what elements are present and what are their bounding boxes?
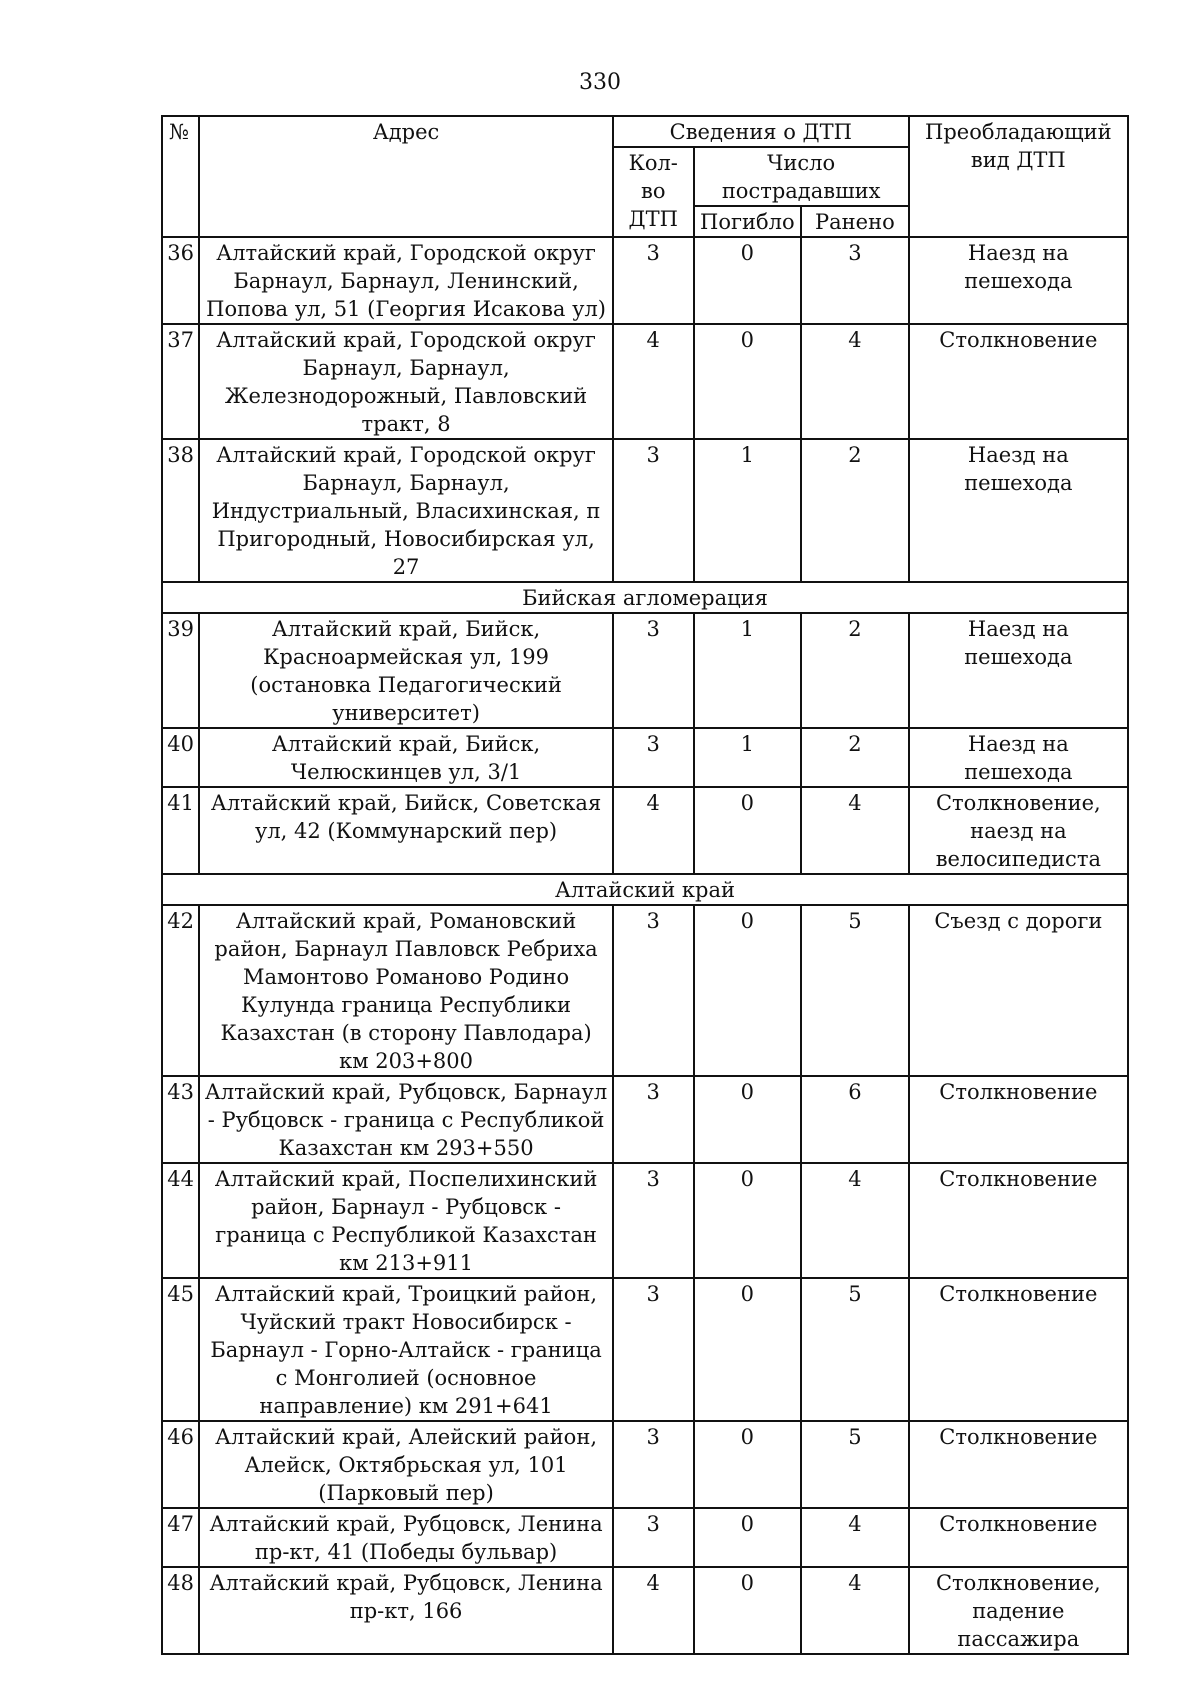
table-row (162, 1163, 1128, 1278)
row-accident-count: 4 (613, 787, 694, 874)
row-accident-count: 3 (613, 1278, 694, 1421)
row-injured: 5 (801, 1278, 909, 1421)
row-accident-count: 3 (613, 1076, 694, 1163)
accident-table (161, 115, 1129, 1655)
row-address: Алтайский край, Рубцовск, Ленина пр-кт, 41 (Победы бульвар) (199, 1508, 613, 1567)
row-killed: 0 (694, 905, 802, 1076)
row-accident-type: Наезд на пешехода (909, 237, 1128, 324)
header-accident-info: Сведения о ДТП (613, 116, 909, 147)
row-number: 41 (162, 787, 199, 874)
table-row (162, 905, 1128, 1076)
row-killed: 0 (694, 1163, 802, 1278)
row-accident-count: 3 (613, 1421, 694, 1508)
header-victims: Число пострадавших (694, 147, 909, 206)
row-accident-count: 3 (613, 237, 694, 324)
row-number: 37 (162, 324, 199, 439)
row-address: Алтайский край, Бийск, Челюскинцев ул, 3/1 (199, 728, 613, 787)
row-number: 40 (162, 728, 199, 787)
row-injured: 4 (801, 324, 909, 439)
table-row (162, 1421, 1128, 1508)
table-row (162, 787, 1128, 874)
row-address: Алтайский край, Алейский район, Алейск, Октябрьская ул, 101 (Парковый пер) (199, 1421, 613, 1508)
row-address: Алтайский край, Городской округ Барнаул, Барнаул, Ленинский, Попова ул, 51 (Георгия Исакова ул) (199, 237, 613, 324)
row-address: Алтайский край, Бийск, Советская ул, 42 (Коммунарский пер) (199, 787, 613, 874)
row-accident-count: 4 (613, 1567, 694, 1654)
row-address: Алтайский край, Поспелихинский район, Барнаул - Рубцовск - граница с Республикой Казахстан км 213+911 (199, 1163, 613, 1278)
row-address: Алтайский край, Городской округ Барнаул, Барнаул, Железнодорожный, Павловский тракт, 8 (199, 324, 613, 439)
row-injured: 5 (801, 1421, 909, 1508)
row-accident-type: Наезд на пешехода (909, 728, 1128, 787)
row-killed: 0 (694, 1567, 802, 1654)
row-accident-type: Столкновение (909, 1076, 1128, 1163)
table-row (162, 1567, 1128, 1654)
row-address: Алтайский край, Городской округ Барнаул, Барнаул, Индустриальный, Власихинская, п Пригородный, Новосибирская ул, 27 (199, 439, 613, 582)
row-number: 47 (162, 1508, 199, 1567)
header-number: № (162, 116, 199, 237)
table-header (162, 116, 1128, 237)
row-injured: 3 (801, 237, 909, 324)
page-number: 330 (579, 70, 621, 95)
row-number: 46 (162, 1421, 199, 1508)
row-injured: 2 (801, 613, 909, 728)
row-number: 43 (162, 1076, 199, 1163)
row-accident-type: Столкновение (909, 324, 1128, 439)
row-injured: 4 (801, 787, 909, 874)
row-killed: 0 (694, 1421, 802, 1508)
row-accident-type: Наезд на пешехода (909, 613, 1128, 728)
table-row (162, 1278, 1128, 1421)
row-injured: 4 (801, 1508, 909, 1567)
row-killed: 0 (694, 324, 802, 439)
row-accident-type: Столкновение (909, 1163, 1128, 1278)
row-accident-count: 3 (613, 905, 694, 1076)
row-address: Алтайский край, Романовский район, Барнаул Павловск Ребриха Мамонтово Романово Родино Кулунда граница Республики Казахстан (в сторону Павлодара) км 203+800 (199, 905, 613, 1076)
row-injured: 4 (801, 1567, 909, 1654)
table-row (162, 237, 1128, 324)
table-row (162, 324, 1128, 439)
row-killed: 1 (694, 439, 802, 582)
header-count: Кол-во ДТП (613, 147, 694, 237)
table-body (162, 237, 1128, 1654)
row-number: 39 (162, 613, 199, 728)
row-accident-count: 3 (613, 1163, 694, 1278)
row-accident-type: Столкновение, падение пассажира (909, 1567, 1128, 1654)
row-number: 38 (162, 439, 199, 582)
section-row (162, 874, 1128, 905)
row-accident-count: 3 (613, 613, 694, 728)
row-number: 45 (162, 1278, 199, 1421)
row-killed: 1 (694, 728, 802, 787)
header-address: Адрес (199, 116, 613, 237)
row-number: 48 (162, 1567, 199, 1654)
row-accident-type: Съезд с дороги (909, 905, 1128, 1076)
row-number: 42 (162, 905, 199, 1076)
table-row (162, 728, 1128, 787)
row-killed: 0 (694, 787, 802, 874)
header-killed: Погибло (694, 206, 802, 237)
row-address: Алтайский край, Рубцовск, Барнаул - Рубцовск - граница с Республикой Казахстан км 293+550 (199, 1076, 613, 1163)
row-injured: 4 (801, 1163, 909, 1278)
row-number: 36 (162, 237, 199, 324)
table-row (162, 439, 1128, 582)
row-address: Алтайский край, Троицкий район, Чуйский тракт Новосибирск - Барнаул - Горно-Алтайск - граница с Монголией (основное направление) км 291+641 (199, 1278, 613, 1421)
section-title: Алтайский край (162, 874, 1128, 905)
section-row (162, 582, 1128, 613)
row-accident-count: 4 (613, 324, 694, 439)
table-row (162, 1508, 1128, 1567)
row-accident-type: Наезд на пешехода (909, 439, 1128, 582)
row-injured: 6 (801, 1076, 909, 1163)
row-accident-type: Столкновение (909, 1508, 1128, 1567)
row-address: Алтайский край, Бийск, Красноармейская ул, 199 (остановка Педагогический университет) (199, 613, 613, 728)
row-killed: 0 (694, 1508, 802, 1567)
header-injured: Ранено (801, 206, 909, 237)
row-injured: 2 (801, 439, 909, 582)
header-accident-type: Преобладающий вид ДТП (909, 116, 1128, 237)
row-injured: 5 (801, 905, 909, 1076)
row-accident-type: Столкновение, наезд на велосипедиста (909, 787, 1128, 874)
row-killed: 0 (694, 237, 802, 324)
row-injured: 2 (801, 728, 909, 787)
row-accident-count: 3 (613, 1508, 694, 1567)
row-killed: 0 (694, 1076, 802, 1163)
row-address: Алтайский край, Рубцовск, Ленина пр-кт, 166 (199, 1567, 613, 1654)
table-row (162, 1076, 1128, 1163)
row-accident-count: 3 (613, 439, 694, 582)
row-accident-type: Столкновение (909, 1421, 1128, 1508)
row-killed: 1 (694, 613, 802, 728)
row-accident-count: 3 (613, 728, 694, 787)
section-title: Бийская агломерация (162, 582, 1128, 613)
table-row (162, 613, 1128, 728)
row-killed: 0 (694, 1278, 802, 1421)
row-accident-type: Столкновение (909, 1278, 1128, 1421)
row-number: 44 (162, 1163, 199, 1278)
